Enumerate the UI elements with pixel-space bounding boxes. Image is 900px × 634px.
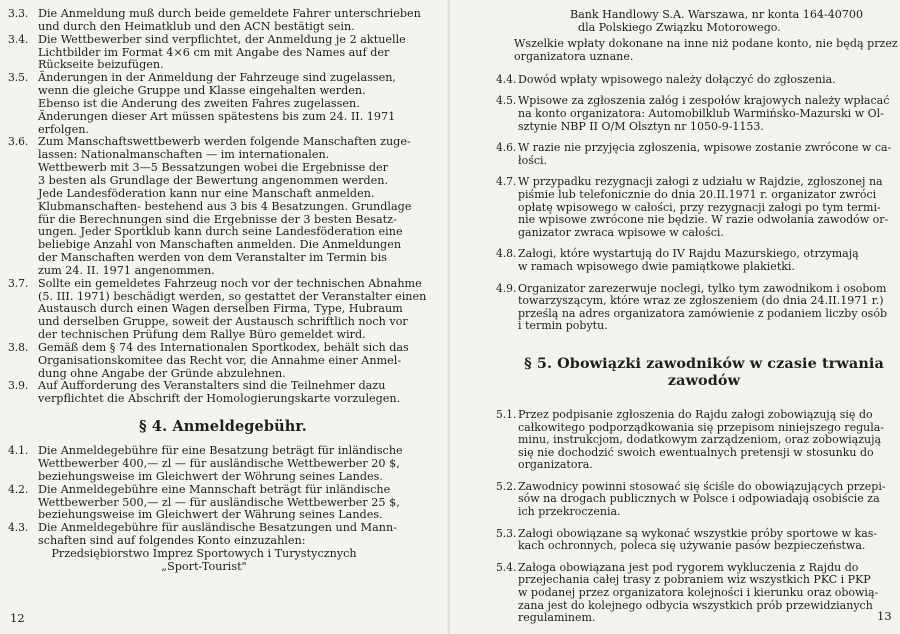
text-line: Auf Aufforderung des Veranstalters sind die Teilnehmer dazu: [38, 379, 386, 393]
text-line: W razie nie przyjęcia zgłoszenia, wpisowe zostanie zwrócone w ca-: [518, 141, 892, 155]
bank-line: Bank Handlowy S.A. Warszawa, nr konta 164-40700: [570, 8, 864, 21]
paragraph-number: 3.6.: [8, 135, 29, 149]
numbered-paragraph: [8, 32, 406, 73]
text-line: Gemäß dem § 74 des Internationalen Sportkodex, behält sich das: [38, 340, 409, 354]
page-number-right: 13: [877, 609, 892, 623]
paragraph-number: 3.4.: [8, 32, 29, 46]
paragraph-text: [518, 142, 894, 167]
numbered-paragraph: [496, 283, 894, 333]
text-line: Klubmanschaften- bestehend aus 3 bis 4 Besatzungen. Grundlage: [38, 199, 412, 213]
text-line: Organizator zarezerwuje noclegi, tylko tym zawodnikom i osobom: [518, 281, 887, 295]
text-line: prześlą na adres organizatora zamówienie z podaniem liczby osób: [518, 306, 887, 320]
text-line: piśmie lub telefonicznie do dnia 20.II.1971 r. organizator zwróci: [518, 187, 877, 201]
paragraph-text: [518, 283, 894, 333]
right-sections-5: [496, 409, 894, 625]
numbered-paragraph: [496, 481, 894, 519]
paragraph-number: 3.3.: [8, 7, 29, 20]
text-line: beziehungsweise im Gleichwert der Wöhrung seines Landes.: [38, 469, 383, 483]
text-line: der technischen Prüfung dem Rallye Büro gemeldet wird.: [38, 328, 366, 342]
numbered-paragraph: [496, 528, 894, 553]
centered-line: Przedsiębiorstwo Imprez Sportowych i Turystycznych: [51, 546, 357, 560]
text-line: dung ohne Angabe der Gründe abzulehnen.: [38, 366, 286, 380]
text-line: sztynie NBP II O/M Olsztyn nr 1050-9-1153.: [518, 119, 764, 133]
text-line: się nie dochodzić swoich ewentualnych pretensji w stosunku do: [518, 445, 874, 459]
numbered-paragraph: [496, 562, 894, 625]
numbered-paragraph: [8, 72, 400, 136]
text-line: Wettbewerb mit 3—5 Bessatzungen wobei die Ergebnisse der: [38, 161, 388, 175]
text-line: wenn die gleiche Gruppe und Klasse eingehalten werden.: [38, 84, 366, 98]
numbered-paragraph: [496, 142, 894, 167]
section-4-heading: § 4. Anmeldegebühr.: [139, 418, 307, 436]
text-line: Wettbewerber 400,— zl — für ausländische Wettbewerber 20 $,: [38, 457, 400, 470]
paragraph-text: [38, 484, 400, 523]
text-line: Zum Manschaftswettbewerb werden folgende Manschaften zuge-: [38, 135, 411, 149]
paragraph-text: [38, 445, 403, 484]
text-line: beziehungsweise im Gleichwert der Währung seines Landes.: [38, 508, 383, 522]
paragraph-number: 3.7.: [8, 276, 29, 290]
text-line: ganizator zwraca wpisowe w całości.: [518, 225, 724, 239]
text-line: Załoga obowiązana jest pod rygorem wykluczenia z Rajdu do: [518, 560, 859, 574]
paragraph-text: [518, 176, 894, 239]
text-line: w podanej przez organizatora kolejności i kierunku oraz obowią-: [518, 586, 879, 600]
paragraph-number: 4.4.: [496, 72, 517, 86]
text-line: Die Anmeldegebühre für eine Besatzung beträgt für inländische: [38, 444, 403, 458]
paragraph-text: [38, 136, 411, 277]
paragraph-number: 5.1.: [496, 407, 517, 421]
text-line: Wettbewerber 500,— zl — für ausländische Wettbewerber 25 $,: [38, 495, 400, 509]
text-line: (5. III. 1971) beschädigt werden, so gestattet der Veranstalter einen: [38, 289, 427, 303]
bank-note-line: organizatora uznane.: [514, 50, 634, 64]
text-line: regulaminem.: [518, 611, 596, 625]
text-line: und derselben Gruppe, soweit der Austausch schriftlich noch vor: [38, 315, 408, 329]
section-5-heading: § 5. Obowiązki zawodników w czasie trwania zawodów: [524, 354, 884, 389]
text-line: Załogi, które wystartują do IV Rajdu Mazurskiego, otrzymają: [518, 247, 859, 261]
paragraph-number: 5.3.: [496, 526, 517, 540]
text-line: Die Anmeldung muß durch beide gemeldete Fahrer unterschrieben: [38, 7, 421, 20]
text-line: Änderungen in der Anmeldung der Fahrzeuge sind zugelassen,: [38, 71, 396, 85]
text-line: całkowitego podporządkowania się przepisom niniejszego regula-: [518, 420, 884, 434]
text-line: erfolgen.: [38, 122, 89, 136]
paragraph-number: 4.9.: [496, 281, 517, 295]
numbered-paragraph: [8, 380, 400, 406]
text-line: organizatora.: [518, 458, 593, 472]
text-line: Organisationskomitee das Recht vor, die Annahme einer Anmel-: [38, 353, 402, 367]
text-line: Załogi obowiązane są wykonać wszystkie próby sportowe w kas-: [518, 526, 878, 540]
numbered-paragraph: [8, 135, 412, 277]
text-line: Jede Landesföderation kann nur eine Manschaft anmelden.: [38, 186, 375, 200]
numbered-paragraph: [496, 409, 894, 472]
text-line: Sollte ein gemeldetes Fahrzeug noch vor der technischen Abnahme: [38, 276, 422, 290]
paragraph-text: [38, 72, 400, 136]
text-line: für die Berechnungen sind die Ergebnisse der 3 besten Besatz-: [38, 212, 397, 226]
paragraph-number: 3.5.: [8, 71, 29, 85]
numbered-paragraph: [8, 444, 403, 484]
text-line: przejechania całej trasy z pobraniem wiz wszystkich PKC i PKP: [518, 573, 871, 587]
paragraph-number: 5.4.: [496, 560, 517, 574]
paragraph-text: [518, 562, 894, 625]
paragraph-text: [38, 522, 400, 573]
text-line: W przypadku rezygnacji załogi z udziału w Rajdzie, zgłoszonej na: [518, 175, 883, 189]
left-sections-3: [8, 7, 427, 406]
text-line: Die Anmeldegebühre für ausländische Besatzungen und Mann-: [38, 521, 397, 535]
paragraph-number: 4.5.: [496, 94, 517, 108]
text-line: opłatę wpisowego w całości, przy rezygnacji załogi po tym termi-: [518, 200, 881, 214]
paragraph-number: 4.3.: [8, 521, 29, 535]
bank-details: [570, 9, 894, 34]
text-line: ich przekroczenia.: [518, 505, 621, 519]
text-line: und durch den Heimatklub und den ACN bestätigt sein.: [38, 19, 355, 33]
text-line: ungen. Jeder Sportklub kann durch seine Landesföderation eine: [38, 225, 403, 239]
text-line: Dowód wpłaty wpisowego należy dołączyć do zgłoszenia.: [518, 72, 836, 86]
text-line: Die Anmeldegebühre eine Mannschaft beträgt für inländische: [38, 482, 391, 496]
paragraph-text: [38, 278, 426, 342]
text-line: verpflichtet die Abschrift der Homologierungskarte vorzulegen.: [38, 392, 401, 406]
numbered-paragraph: [8, 340, 409, 381]
text-line: Austausch durch einen Wagen derselben Firma, Type, Hubraum: [38, 302, 403, 316]
paragraph-number: 4.8.: [496, 247, 517, 261]
text-line: Wpisowe za zgłoszenia załóg i zespołów krajowych należy wpłacać: [518, 94, 890, 108]
numbered-paragraph: [496, 248, 894, 273]
right-page-content: [496, 8, 898, 634]
right-sections-4: [496, 74, 894, 333]
paragraph-number: 4.6.: [496, 141, 517, 155]
text-line: beliebige Anzahl von Manschaften anmelden. Die Anmeldungen: [38, 238, 402, 252]
left-page-content: [8, 7, 427, 574]
paragraph-text: [38, 34, 406, 73]
numbered-paragraph: [8, 7, 421, 34]
text-line: Ebenso ist die Anderung des zweiten Fahres zugelassen.: [38, 96, 360, 110]
text-line: zana jest do kolejnego odbycia wszystkich prób przewidzianych: [518, 598, 873, 612]
numbered-paragraph: [496, 74, 894, 87]
text-line: łości.: [518, 153, 548, 167]
bank-note-line: Wszelkie wpłaty dokonane na inne niż podane konto, nie będą przez: [514, 37, 898, 51]
paragraph-text: [518, 248, 894, 273]
paragraph-number: 3.8.: [8, 340, 29, 354]
numbered-paragraph: [8, 276, 427, 342]
text-line: schaften sind auf folgendes Konto einzuzahlen:: [38, 534, 306, 548]
left-sections-4: [8, 444, 403, 573]
text-line: Zawodnicy powinni stosować się ściśle do obowiązujących przepi-: [518, 479, 886, 493]
text-line: zum 24. II. 1971 angenommen.: [38, 263, 215, 277]
text-line: 3 besten als Grundlage der Bewertung angenommen werden.: [38, 173, 389, 187]
paragraph-number: 3.9.: [8, 379, 29, 393]
paragraph-text: [518, 409, 894, 472]
numbered-paragraph: [8, 522, 400, 573]
paragraph-text: [518, 95, 894, 133]
text-line: nie wpisowe zwrócone nie będzie. W razie odwołania zawodów or-: [518, 213, 889, 227]
bank-note: [514, 37, 898, 64]
paragraph-text: [38, 8, 421, 34]
numbered-paragraph: [8, 484, 400, 523]
text-line: sów na drogach publicznych w Polsce i odpowiadają osobiście za: [518, 492, 880, 506]
text-line: w ramach wpisowego dwie pamiątkowe plakietki.: [518, 259, 795, 273]
text-line: lassen: Nationalmanschaften — im internationalen.: [38, 148, 330, 162]
text-line: i termin pobytu.: [518, 319, 608, 333]
text-line: towarzyszącym, które wraz ze zgłoszeniem (do dnia 24.II.1971 r.): [518, 294, 884, 308]
centered-line: „Sport-Tourist": [161, 559, 247, 573]
paragraph-number: 4.2.: [8, 482, 29, 496]
paragraph-text: [38, 342, 409, 381]
paragraph-number: 4.1.: [8, 444, 29, 458]
text-line: Änderungen dieser Art müssen spätestens bis zum 24. II. 1971: [38, 109, 396, 123]
text-line: der Manschaften werden von dem Veranstalter im Termin bis: [38, 251, 387, 265]
paragraph-number: 5.2.: [496, 479, 517, 493]
numbered-paragraph: [496, 95, 894, 133]
paragraph-text: [518, 528, 894, 553]
text-line: Przez podpisanie zgłoszenia do Rajdu załogi zobowiązują się do: [518, 407, 873, 421]
page-number-left: 12: [10, 611, 25, 625]
paragraph-text: [518, 481, 894, 519]
text-line: Lichtbilder im Format 4×6 cm mit Angabe des Names auf der: [38, 45, 390, 59]
numbered-paragraph: [496, 176, 894, 239]
paragraph-text: [38, 380, 400, 406]
text-line: Rückseite beizufügen.: [38, 58, 164, 72]
paragraph-text: [518, 74, 894, 87]
text-line: na konto organizatora: Automobilklub Warmińsko-Mazurski w Ol-: [518, 107, 884, 120]
bank-line: dla Polskiego Związku Motorowego.: [578, 20, 781, 34]
text-line: minu, instrukcjom, dodatkowym zarządzeniom, oraz zobowiązują: [518, 433, 882, 447]
paragraph-number: 4.7.: [496, 175, 517, 189]
text-line: kach ochronnych, poleca się używanie pasów bezpieczeństwa.: [518, 539, 866, 553]
text-line: Die Wettbewerber sind verpflichtet, der Anmeldung je 2 aktuelle: [38, 32, 406, 46]
